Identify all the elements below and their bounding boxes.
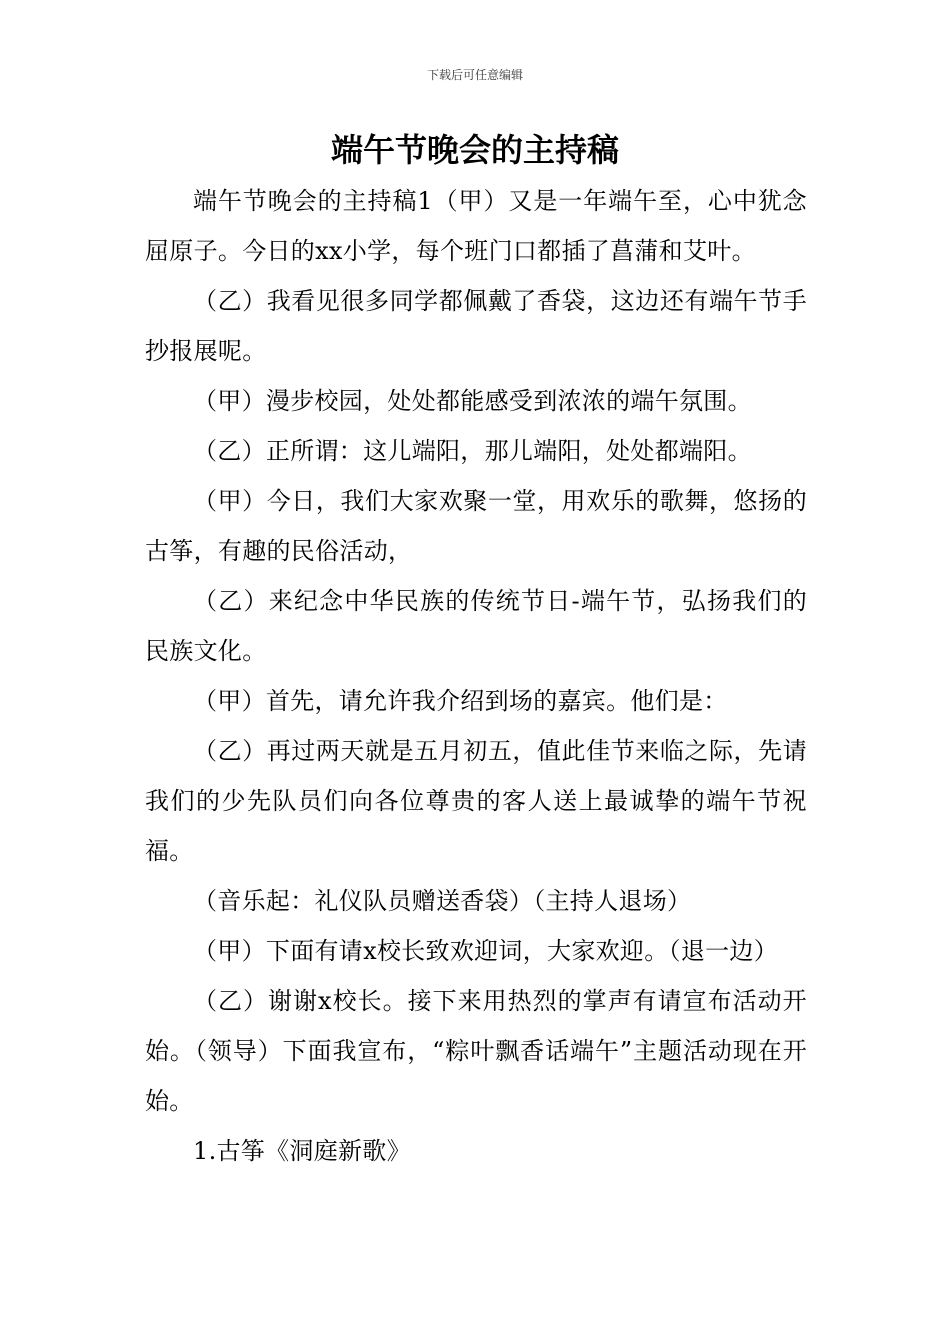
paragraph: （甲）漫步校园，处处都能感受到浓浓的端午氛围。 [193, 387, 752, 415]
paragraph: （音乐起：礼仪队员赠送香袋）（主持人退场） [193, 887, 692, 915]
paragraph: （乙）再过两天就是五月初五，值此佳节来临之际，先请我们的少先队员们向各位尊贵的客人送上最诚挚的端午节祝福。 [145, 737, 807, 865]
paragraph: （乙）我看见很多同学都佩戴了香袋，这边还有端午节手抄报展呢。 [145, 287, 807, 365]
paragraph: 端午节晚会的主持稿1（甲）又是一年端午至，心中犹念屈原子。今日的xx小学，每个班门口都插了菖蒲和艾叶。 [145, 187, 807, 265]
document-body [145, 176, 807, 1176]
paragraph: （甲）今日，我们大家欢聚一堂，用欢乐的歌舞，悠扬的古筝，有趣的民俗活动， [145, 487, 807, 565]
paragraph: （乙）来纪念中华民族的传统节日-端午节，弘扬我们的民族文化。 [145, 587, 807, 665]
paragraph: （乙）谢谢x校长。接下来用热烈的掌声有请宣布活动开始。（领导）下面我宣布，“粽叶飘香话端午”主题活动现在开始。 [145, 987, 807, 1115]
paragraph: （甲）首先，请允许我介绍到场的嘉宾。他们是： [193, 687, 728, 715]
header-note: 下载后可任意编辑 [426, 68, 523, 82]
paragraph: 1.古筝《洞庭新歌》 [193, 1137, 411, 1165]
paragraph: （甲）下面有请x校长致欢迎词，大家欢迎。（退一边） [193, 937, 779, 965]
paragraph: （乙）正所谓：这儿端阳，那儿端阳，处处都端阳。 [193, 437, 752, 465]
document-title: 端午节晚会的主持稿 [330, 131, 619, 169]
